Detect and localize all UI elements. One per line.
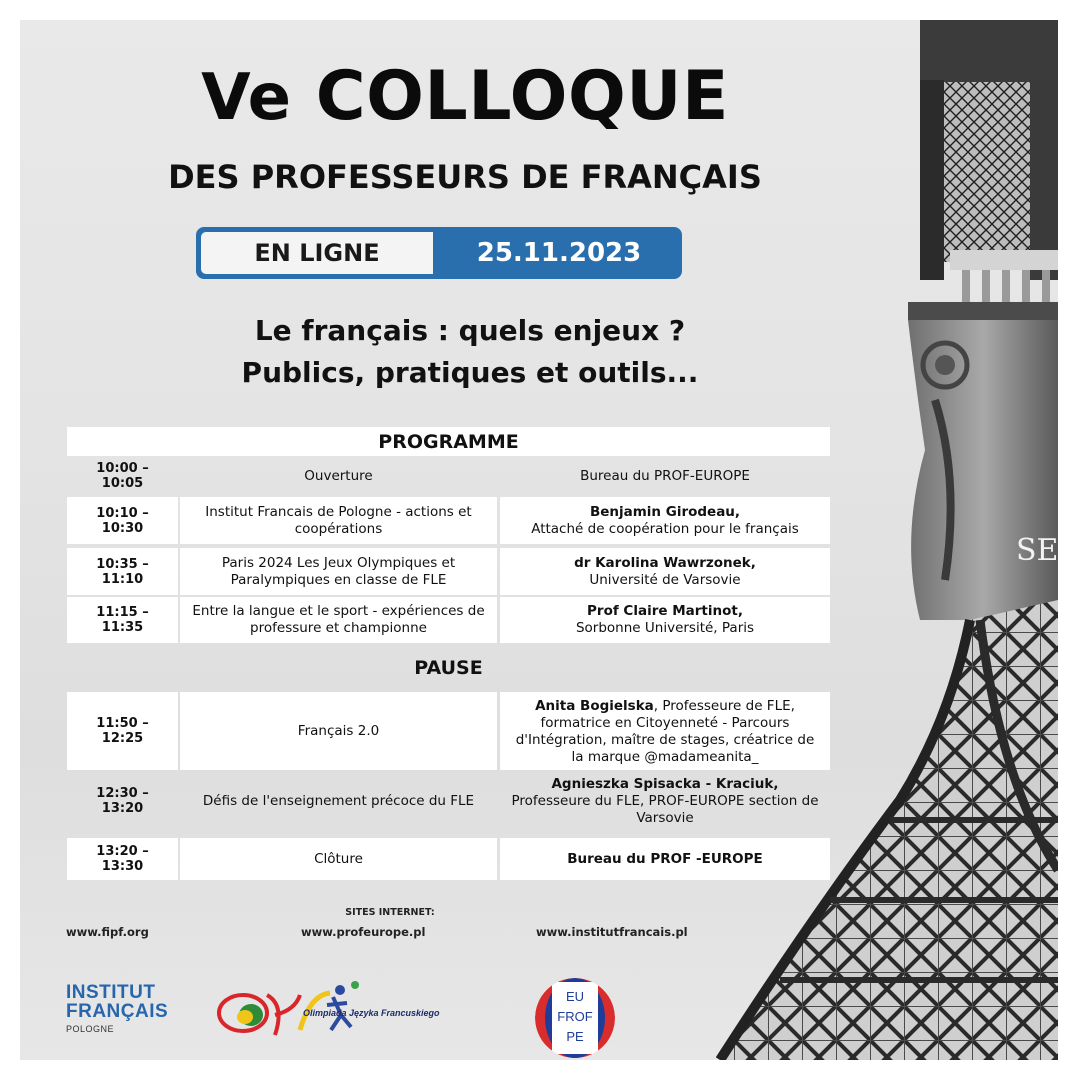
table-row-time: 13:20 – 13:30	[67, 838, 178, 880]
speaker-detail: Attaché de coopération pour le français	[531, 520, 799, 537]
speaker-name: Anita Bogielska	[535, 698, 654, 714]
olympiade-name: Olimpiada Języka Francuskiego	[303, 1008, 440, 1018]
speaker-detail: , Professeure de FLE, formatrice en Citoyenneté - Parcours d'Intégration, maître de stages, créatrice de la marque @madameanita_	[515, 698, 815, 765]
speaker-name: Bureau du PROF -EUROPE	[567, 850, 763, 867]
poster	[20, 20, 1058, 1060]
site-link-profeurope[interactable]: www.profeurope.pl	[301, 925, 426, 939]
speaker-detail: Professeure du FLE, PROF-EUROPE section de Varsovie	[511, 792, 819, 826]
table-row-time: 12:30 – 13:20	[96, 786, 149, 816]
speaker-detail: Sorbonne Université, Paris	[575, 620, 755, 636]
speaker-detail: Bureau du PROF-EUROPE	[580, 467, 750, 484]
table-row-topic: Entre la langue et le sport - expériences de professure et championne	[180, 597, 497, 643]
pause-label: PAUSE	[414, 657, 483, 679]
theme-line-1: Le français : quels enjeux ?	[254, 314, 686, 347]
title-colloque: COLLOQUE	[315, 57, 729, 136]
table-row-speaker	[500, 548, 830, 595]
logo-line-2: FRANÇAIS	[66, 1001, 169, 1022]
event-mode: EN LIGNE	[201, 232, 433, 274]
table-row-speaker	[500, 772, 830, 830]
sites-label: SITES INTERNET:	[345, 907, 435, 918]
table-row-speaker	[500, 597, 830, 643]
site-link-fipf[interactable]: www.fipf.org	[66, 925, 149, 939]
table-row-topic: Ouverture	[304, 467, 373, 484]
eu-logo-line-3: PE	[566, 1029, 584, 1044]
table-row-time: 11:50 – 12:25	[67, 692, 178, 770]
eu-logo-line-1: EU	[565, 989, 585, 1004]
event-date: 25.11.2023	[476, 238, 642, 268]
table-row-time: 10:10 – 10:30	[67, 497, 178, 544]
table-row-time: 10:35 – 11:10	[67, 548, 178, 595]
speaker-name: Benjamin Girodeau,	[589, 503, 741, 520]
table-row-speaker	[500, 497, 830, 544]
tower-sign-text: SE	[1016, 533, 1058, 568]
colloquium-title	[105, 57, 825, 136]
site-link-institutfrancais[interactable]: www.institutfrancais.pl	[536, 925, 688, 939]
table-row-speaker	[500, 838, 830, 880]
table-row-topic: Paris 2024 Les Jeux Olympiques et Paralympiques en classe de FLE	[180, 548, 497, 595]
logo-line-3: POLOGNE	[66, 1024, 115, 1034]
event-banner	[196, 227, 682, 279]
table-row-topic: Clôture	[180, 838, 497, 880]
programme-heading: PROGRAMME	[67, 427, 830, 456]
table-row-topic: Institut Francais de Pologne - actions et coopérations	[180, 497, 497, 544]
eu-logo-line-2: FROF	[557, 1009, 593, 1024]
title-edition: Ve	[201, 61, 292, 135]
institut-francais-logo	[66, 983, 206, 1034]
table-row-topic: Défis de l'enseignement précoce du FLE	[202, 792, 475, 809]
speaker-name: Prof Claire Martinot,	[587, 603, 743, 619]
speaker-name: dr Karolina Wawrzonek,	[574, 554, 756, 571]
event-theme	[140, 310, 800, 394]
table-row-speaker	[500, 692, 830, 770]
table-row-speaker	[500, 460, 830, 492]
theme-line-2: Publics, pratiques et outils...	[241, 356, 699, 389]
speaker-name: Agnieszka Spisacka - Kraciuk,	[551, 775, 779, 792]
table-row-time: 10:00 – 10:05	[96, 461, 149, 491]
table-row-time: 11:15 – 11:35	[67, 597, 178, 643]
colloquium-subtitle: DES PROFESSEURS DE FRANÇAIS	[168, 158, 762, 196]
prof-europe-logo	[535, 978, 615, 1058]
speaker-detail: Université de Varsovie	[589, 571, 741, 588]
table-row-topic: Français 2.0	[180, 692, 497, 770]
logo-line-1: INSTITUT	[66, 982, 156, 1003]
